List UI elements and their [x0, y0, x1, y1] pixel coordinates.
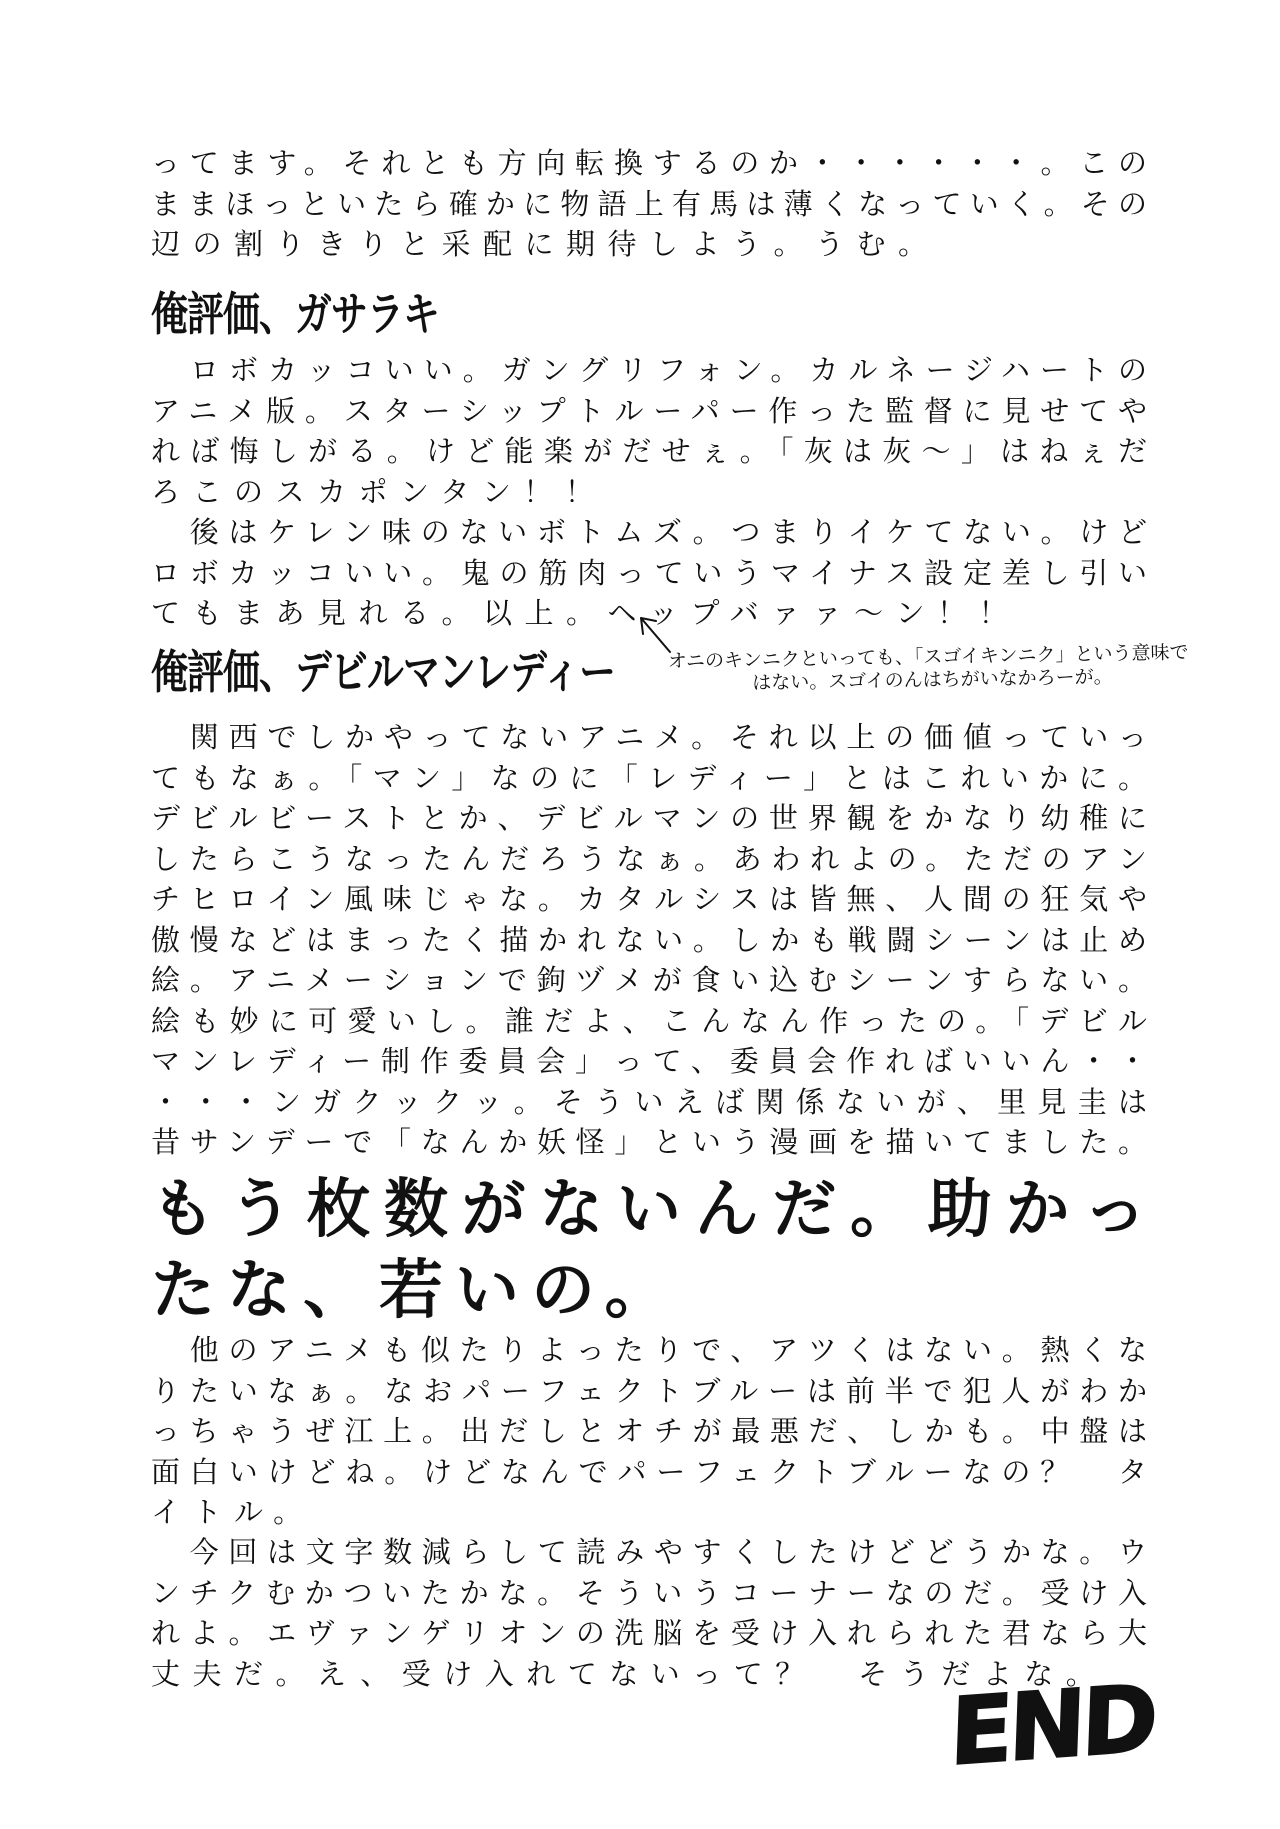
text-line: ってます。それとも方向転換するのか・・・・・・。この: [151, 146, 1147, 180]
paragraph-intro-continued: [151, 143, 1147, 265]
text-line: マンレディー制作委員会」って、委員会作ればいいん・・: [151, 1044, 1147, 1078]
text-line: てもまあ見れる。以上。ヘップバァァ～ン！！: [151, 596, 1021, 630]
text-line: 他のアニメも似たりよったりで、アツくはない。熱くな: [151, 1333, 1147, 1367]
text-line: チヒロイン風味じゃな。カタルシスは皆無、人間の狂気や: [151, 882, 1147, 916]
text-line: 関西でしかやってないアニメ。それ以上の価値っていっ: [151, 720, 1147, 754]
text-line: 絵も妙に可愛いし。誰だよ、こんなん作ったの。「デビル: [151, 1003, 1147, 1038]
section-heading-gasaraki: 俺評価、ガサラキ: [151, 287, 439, 341]
text-line: したらこうなったんだろうなぁ。あわれよの。ただのアン: [151, 841, 1147, 876]
text-line: 傲慢などはまったく描かれない。しかも戦闘シーンは止め: [151, 922, 1147, 957]
text-line: 丈夫だ。え、受け入れてないって？ そうだよな。: [151, 1656, 1108, 1691]
paragraph-gasaraki: [151, 350, 1147, 634]
note-line: オニのキンニクといっても、「スゴイキンニク」という意味で: [667, 641, 1189, 673]
text-line: 昔サンデーで「なんか妖怪」という漫画を描いてました。: [151, 1125, 1147, 1159]
text-line: ・・・ンガクックッ。そういえば関係ないが、里見圭は: [151, 1084, 1147, 1119]
text-line: ロボカッコいい。鬼の筋肉っていうマイナス設定差し引い: [151, 555, 1147, 590]
text-line: イトル。: [151, 1495, 315, 1529]
paragraph-other-anime: [151, 1330, 1147, 1533]
text-line: ロボカッコいい。ガングリフォン。カルネージハートの: [151, 353, 1147, 387]
text-line: アニメ版。スターシップトルーパー作った監督に見せてや: [151, 393, 1147, 428]
text-line: 面白いけどね。けどなんでパーフェクトブルーなの？ タ: [151, 1454, 1147, 1489]
text-line: デビルビーストとか、デビルマンの世界観をかなり幼稚に: [151, 801, 1147, 835]
section-heading-devilman-lady: 俺評価、デビルマンレディー: [151, 645, 616, 699]
text-line: ままほっといたら確かに物語上有馬は薄くなっていく。その: [151, 186, 1147, 221]
note-line: はない。スゴイのんはちがいなかろーが。: [752, 665, 1113, 695]
text-line: れば悔しがる。けど能楽がだせぇ。「灰は灰～」はねぇだ: [151, 434, 1147, 468]
paragraph-devilman-lady: [151, 717, 1147, 1163]
text-line: 今回は文字数減らして読みやすくしたけどどうかな。ウ: [151, 1535, 1147, 1569]
text-line: ろこのスカポンタン！！: [151, 474, 607, 509]
text-line: 辺の割りきりと采配に期待しよう。うむ。: [151, 227, 940, 261]
text-line: りたいなぁ。なおパーフェクトブルーは前半で犯人がわか: [151, 1373, 1147, 1408]
text-line: 後はケレン味のないボトムズ。つまりイケてない。けど: [151, 515, 1147, 549]
text-line: れよ。エヴァンゲリオンの洗脳を受け入れられた君なら大: [151, 1616, 1147, 1650]
large-exclamation: [151, 1170, 1147, 1332]
text-line: っちゃうぜ江上。出だしとオチが最悪だ、しかも。中盤は: [151, 1414, 1147, 1448]
text-line: もう枚数がないんだ。助かっ: [151, 1173, 1147, 1247]
end-handwritten-mark: END: [948, 1664, 1156, 1787]
text-line: ンチクむかついたかな。そういうコーナーなのだ。受け入: [151, 1575, 1147, 1610]
paragraph-closing: [151, 1532, 1147, 1694]
text-line: てもなぁ。「マン」なのに「レディー」とはこれいかに。: [151, 760, 1147, 795]
text-line: 絵。アニメーションで鉤ヅメが食い込むシーンすらない。: [151, 963, 1147, 997]
text-line: たな、若いの。: [151, 1254, 681, 1328]
